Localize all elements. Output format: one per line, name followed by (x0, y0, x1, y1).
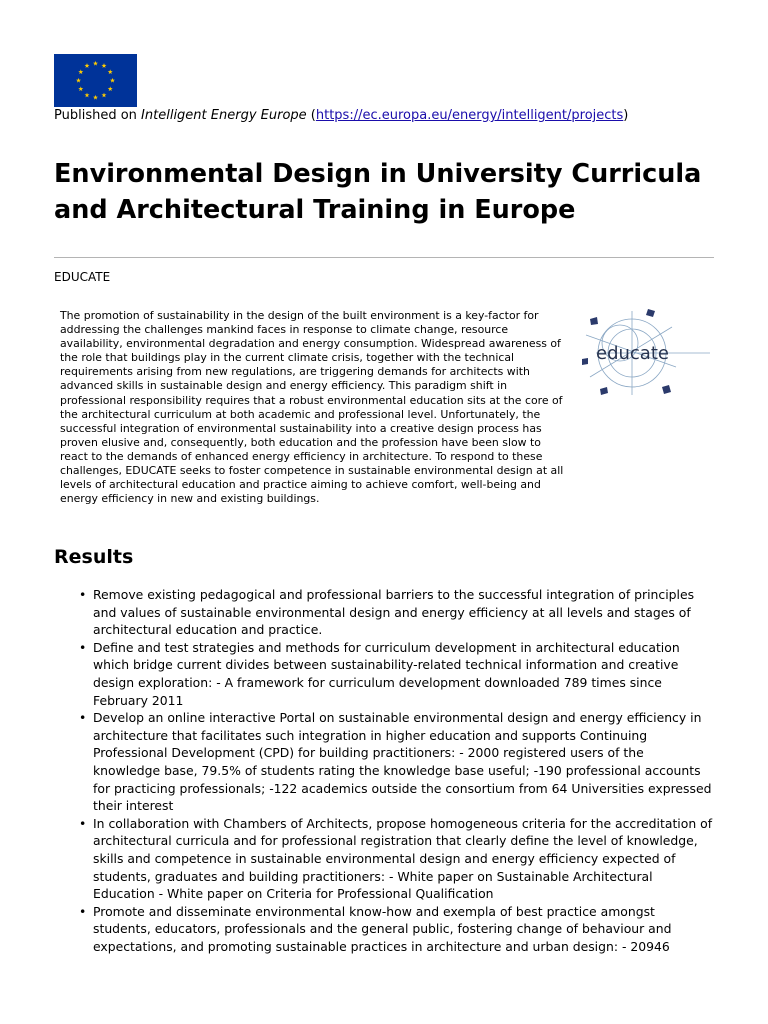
published-prefix: Published on (54, 108, 142, 123)
educate-logo (576, 305, 716, 400)
source-link[interactable]: https://ec.europa.eu/energy/intelligent/projects (315, 108, 624, 123)
results-heading: Results (54, 546, 134, 568)
published-on-line (54, 107, 628, 124)
results-list-item: • Remove existing pedagogical and professional barriers to the successful integration of principles and values of sustainable environmental design and energy efficiency at all levels and stages of architectural education and practice. (93, 586, 713, 639)
results-list (93, 586, 713, 955)
results-list-item: • Promote and disseminate environmental know-how and exempla of best practice amongst students, educators, professionals and the general public, fostering change of behaviour and expectations, and promoting sustainable practices in architecture and urban design: - 20946 (93, 903, 713, 956)
paren-open: ( (306, 108, 316, 123)
project-acronym: EDUCATE (54, 270, 111, 284)
results-list-item: • In collaboration with Chambers of Architects, propose homogeneous criteria for the accreditation of architectural curricula and for professional registration that clearly define the level of knowledge, skills and competence in sustainable environmental design and energy efficiency expected of students, graduates and building practitioners: - White paper on Sustainable Architectural Education - White paper on Criteria for Professional Qualification (93, 815, 713, 903)
eu-flag-logo (54, 54, 137, 107)
results-list-item: • Define and test strategies and methods for curriculum development in architectural education which bridge current divides between sustainability-related technical information and creative design exploration: - A framework for curriculum development downloaded 789 times since February 2011 (93, 639, 713, 709)
project-summary: The promotion of sustainability in the design of the built environment is a key-factor for addressing the challenges mankind faces in response to climate change, resource availability, environmental degradation and energy consumption. Widespread awareness of the role that buildings play in the current climate crisis, together with the technical requirements arising from new regulations, are triggering demands for architects with advanced skills in sustainable design and energy efficiency. This paradigm shift in professional responsibility requires that a robust environmental education sits at the core of the architectural curriculum at both academic and professional level. Unfortunately, the successful integration of environmental sustainability into a creative design process has proven elusive and, consequently, both education and the profession have been slow to react to the demands of enhanced energy efficiency in architecture. To respond to these challenges, EDUCATE seeks to foster competence in sustainable environmental design at all levels of architectural education and practice aiming to achieve comfort, well-being and energy efficiency in new and existing buildings. (60, 309, 564, 506)
divider (54, 257, 714, 258)
paren-close: ) (623, 108, 629, 123)
educate-logo-text: educate (596, 343, 669, 364)
publisher-name: Intelligent Energy Europe (141, 108, 307, 123)
results-list-item: • Develop an online interactive Portal on sustainable environmental design and energy efficiency in architecture that facilitates such integration in higher education and supports Continuing Professional Development (CPD) for building practitioners: - 2000 registered users of the knowledge base, 79.5% of students rating the knowledge base useful; -190 professional accounts for practicing professionals; -122 academics outside the consortium from 64 Universities expressed their interest (93, 709, 713, 815)
page-title: Environmental Design in University Curricula and Architectural Training in Europe (54, 159, 702, 225)
